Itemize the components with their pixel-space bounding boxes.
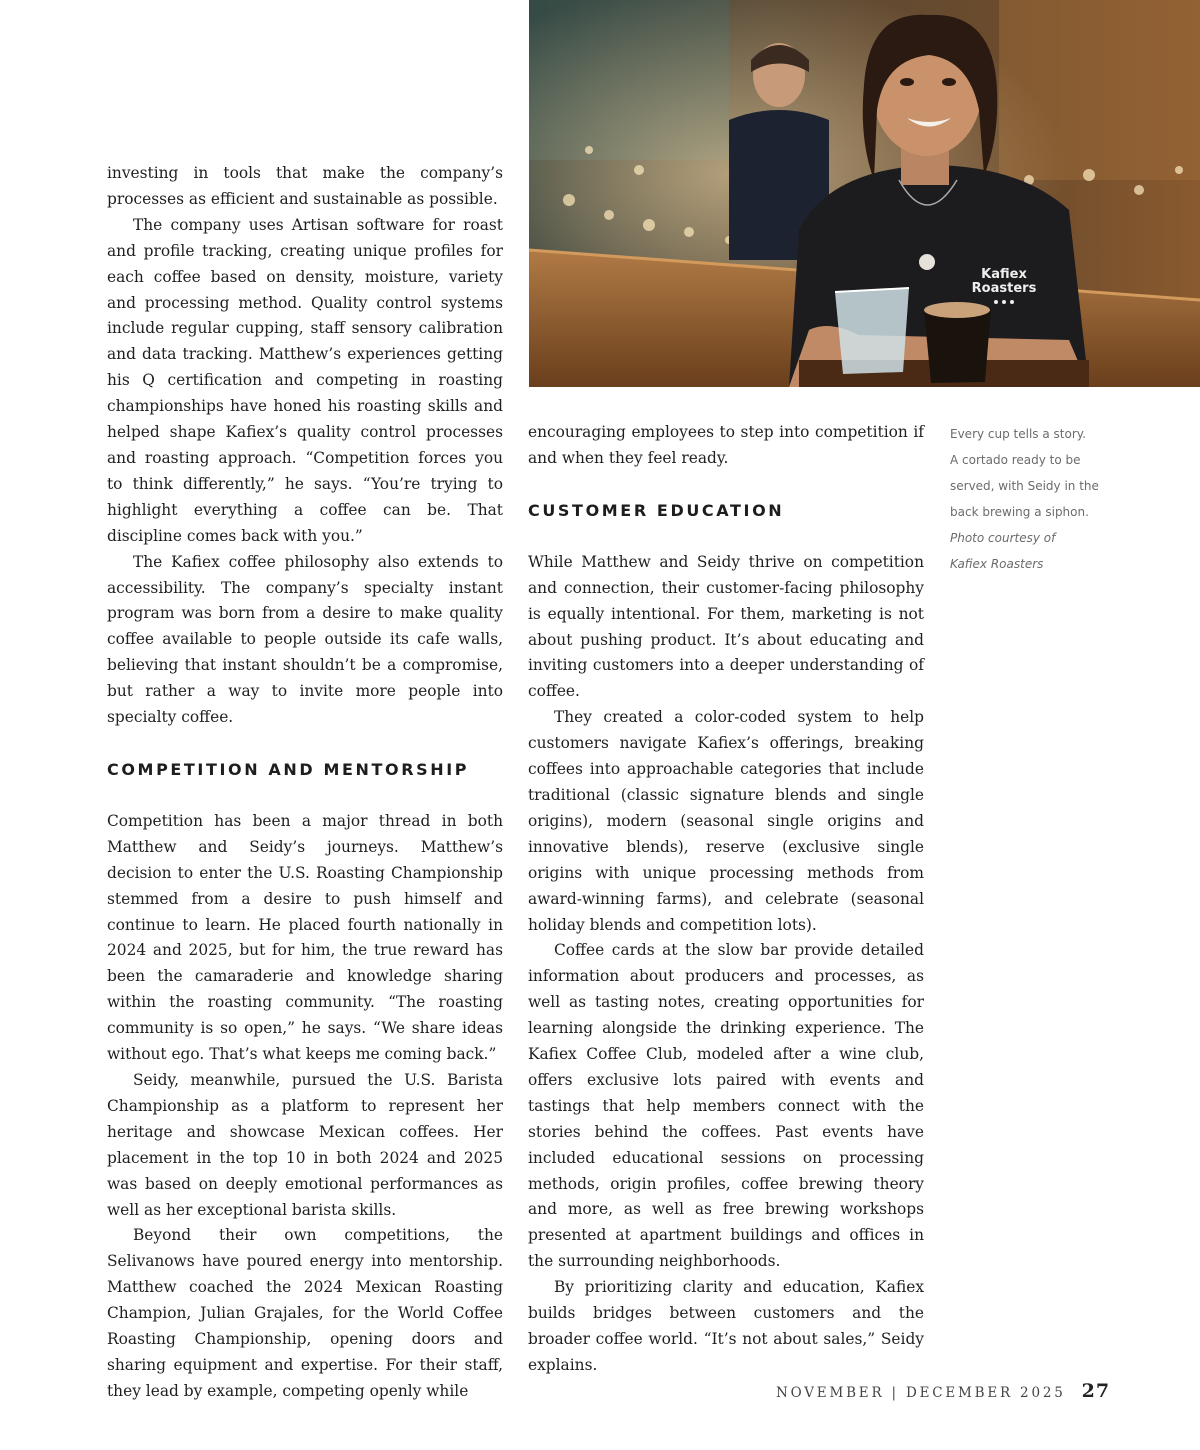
photo-caption — [950, 422, 1100, 577]
body-paragraph: They created a color-coded system to help customers navigate Kafiex’s offerings, breaking coffees into approachable categories that include traditional (classic signature blends and single origins), modern (seasonal single origins and innovative blends), reserve (exclusive single origins with unique processing methods from award-winning farms), and celebrate (seasonal holiday blends and competition lots). — [528, 708, 924, 934]
issue-date: NOVEMBER | DECEMBER 2025 — [776, 1385, 1066, 1401]
left-text-column — [107, 161, 503, 1405]
page-number: 27 — [1081, 1380, 1111, 1402]
body-paragraph: By prioritizing clarity and education, Kafiex builds bridges between customers and the broader coffee world. “It’s not about sales,” Seidy explains. — [528, 1278, 924, 1374]
section-heading-competition: COMPETITION AND MENTORSHIP — [107, 759, 470, 779]
body-paragraph: Competition has been a major thread in both Matthew and Seidy’s journeys. Matthew’s decision to enter the U.S. Roasting Championship stemmed from a desire to push himself and continue to learn. He placed fourth nationally in 2024 and 2025, but for him, the true reward has been the camaraderie and knowledge sharing within the roasting community. “The roasting community is so open,” he says. “We share ideas without ego. That’s what keeps me coming back.” — [107, 811, 503, 1064]
body-paragraph: Beyond their own competitions, the Selivanows have poured energy into mentorship. Matthew coached the 2024 Mexican Roasting Champion, Julian Grajales, for the World Coffee Roasting Championship, opening doors and sharing equipment and expertise. For their staff, they lead by example, competing openly while — [107, 1226, 503, 1400]
caption-line: back brewing a siphon. — [950, 504, 1089, 519]
body-paragraph: While Matthew and Seidy thrive on competition and connection, their customer-facing philosophy is equally intentional. For them, marketing is not about pushing product. It’s about educating and inviting customers into a deeper understanding of coffee. — [528, 552, 924, 701]
body-paragraph: The company uses Artisan software for roast and profile tracking, creating unique profiles for each coffee based on density, moisture, variety and processing method. Quality control systems include regular cupping, staff sensory calibration and data tracking. Matthew’s experiences getting his Q certification and competing in roasting championships have honed his roasting skills and helped shape Kafiex’s quality control processes and roasting approach. “Competition forces you to think differently,” he says. “You’re trying to highlight everything a coffee can be. That discipline comes back with you.” — [107, 215, 503, 545]
body-paragraph: The Kafiex coffee philosophy also extends to accessibility. The company’s specialty instant program was born from a desire to make quality coffee available to people outside its cafe walls, believing that instant shouldn’t be a compromise, but rather a way to invite more people into specialty coffee. — [107, 552, 503, 727]
caption-line: A cortado ready to be — [950, 452, 1081, 467]
shirt-logo-text-1: Kafiex — [981, 267, 1027, 282]
body-paragraph: Seidy, meanwhile, pursued the U.S. Barista Championship as a platform to represent her heritage and showcase Mexican coffees. Her placement in the top 10 in both 2024 and 2025 was based on deeply emotional performances as well as her exceptional barista skills. — [107, 1071, 503, 1219]
section-heading-customer-education: CUSTOMER EDUCATION — [528, 500, 785, 520]
caption-line: served, with Seidy in the — [950, 478, 1099, 493]
caption-credit — [950, 526, 1100, 552]
page-footer — [776, 1380, 1110, 1410]
body-paragraph: Coffee cards at the slow bar provide detailed information about producers and processes, as well as tasting notes, creating opportunities for learning alongside the drinking experience. The Kafiex Coffee Club, modeled after a wine club, offers exclusive lots paired with events and tastings that help members connect with the stories behind the coffees. Past events have included educational sessions on processing methods, origin profiles, coffee brewing theory and more, as well as free brewing workshops presented at apartment buildings and offices in the surrounding neighborhoods. — [528, 941, 924, 1271]
body-paragraph: encouraging employees to step into competition if and when they feel ready. — [528, 423, 924, 467]
caption-credit-line: Photo courtesy of — [950, 530, 1056, 545]
shirt-logo-text-2: Roasters — [971, 281, 1037, 296]
middle-text-column — [528, 420, 924, 1379]
caption-credit — [950, 552, 1100, 578]
caption-credit-line: Kafiex Roasters — [950, 556, 1044, 571]
barista-photo — [529, 0, 1200, 387]
body-paragraph: investing in tools that make the company’s processes as efficient and sustainable as possible. — [107, 164, 503, 208]
caption-line: Every cup tells a story. — [950, 427, 1086, 441]
